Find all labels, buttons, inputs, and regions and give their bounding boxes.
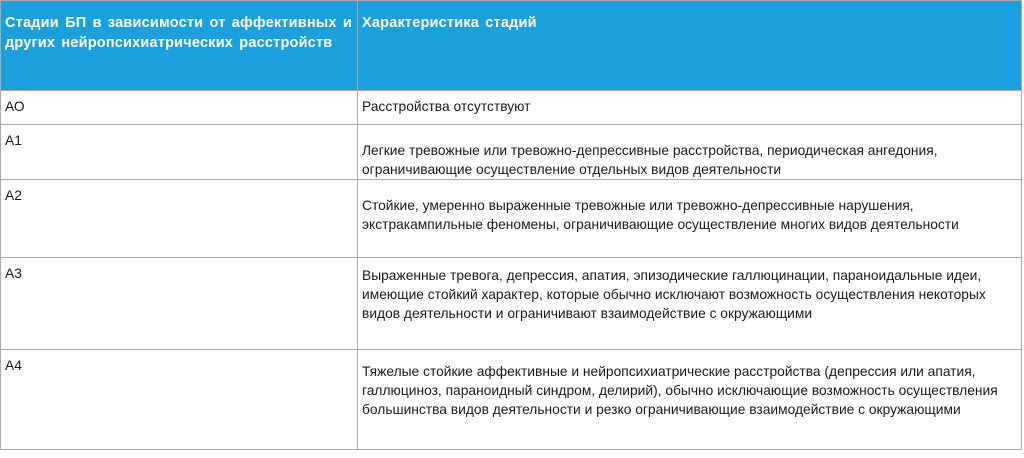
stage-cell: АО — [1, 91, 358, 125]
stage-cell: А4 — [1, 350, 358, 450]
table-row — [1, 180, 1022, 258]
description-cell: Выраженные тревога, депрессия, апатия, эпизодические галлюцинации, параноидальные идеи, имеющие стойкий характер, которые обычно исключают возможность осуществления некоторых видов деятельности и ограничивают взаимодействие с окружающими — [358, 258, 1022, 350]
description-cell: Расстройства отсутствуют — [358, 91, 1022, 125]
description-cell: Легкие тревожные или тревожно-депрессивные расстройства, периодическая ангедония, ограничивающие осуществление отдельных видов деятельности — [358, 125, 1022, 180]
table-row — [1, 350, 1022, 450]
header-stages: Стадии БП в зависимости от аффективных и других нейропсихиатрических расстройств — [1, 1, 358, 91]
description-cell: Стойкие, умеренно выраженные тревожные или тревожно-депрессивные нарушения, экстракампильные феномены, ограничивающие осуществление многих видов деятельности — [358, 180, 1022, 258]
stage-cell: А3 — [1, 258, 358, 350]
stage-cell: А2 — [1, 180, 358, 258]
description-cell: Тяжелые стойкие аффективные и нейропсихиатрические расстройства (депрессия или апатия, галлюциноз, параноидный синдром, делирий), обычно исключающие возможность осуществления большинства видов деятельности и резко ограничивающие взаимодействие с окружающими — [358, 350, 1022, 450]
header-characteristics: Характеристика стадий — [358, 1, 1022, 91]
table-row — [1, 91, 1022, 125]
stage-cell: А1 — [1, 125, 358, 180]
table-header-row — [1, 1, 1022, 91]
table-row — [1, 258, 1022, 350]
table-row — [1, 125, 1022, 180]
